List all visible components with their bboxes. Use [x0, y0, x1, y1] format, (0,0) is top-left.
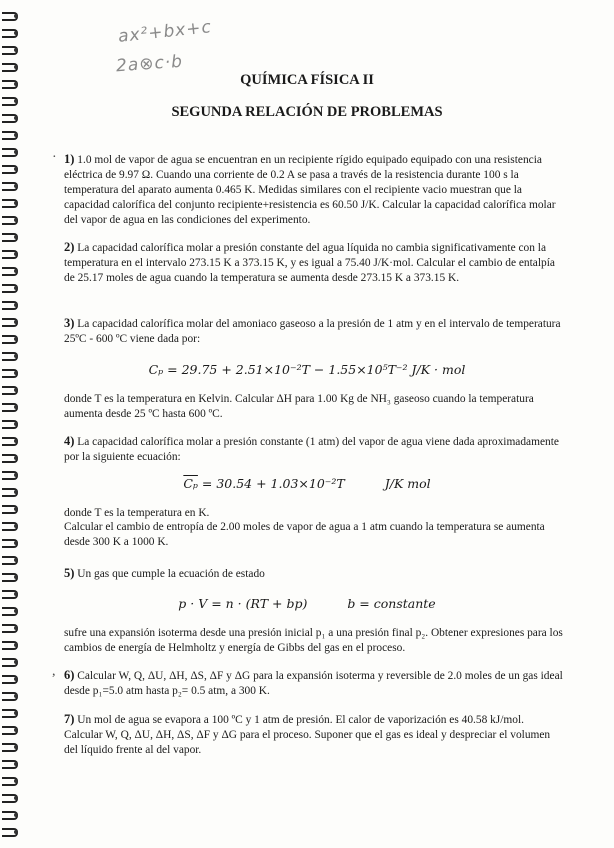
problem-1	[64, 152, 564, 228]
problem-2	[64, 240, 564, 286]
problem-6-text: Calcular W, Q, ΔU, ΔH, ΔS, ΔF y ΔG para la expansión isoterma y reversible de 2.0 moles de un gas ideal desde p₁=5.0 atm hasta p₂= 0.5 atm, a 300 K.	[64, 670, 563, 697]
binding-hole	[14, 218, 18, 222]
binding-hole	[14, 354, 18, 358]
problem-5-equation-main: p · V = n · (RT + bp)	[178, 596, 308, 611]
problem-5-text: Un gas que cumple la ecuación de estado	[77, 568, 265, 580]
binding-hole	[14, 286, 18, 290]
problem-5-equation	[0, 596, 614, 611]
problem-5	[64, 566, 564, 582]
binding-hole	[14, 524, 18, 528]
problem-5-equation-const: b = constante	[347, 596, 436, 611]
binding-hole	[14, 405, 18, 409]
binding-hole	[14, 252, 18, 256]
problem-3	[64, 316, 564, 347]
problem-2-text: La capacidad calorífica molar a presión constante del agua líquida no cambia significativamente con la temperatura en el intervalo 273.15 K a 373.15 K, y es igual a 75.40 J/K·mol. Calcular el cambio de entalpía de 25.17 moles de agua cuando la temperatura se aumenta desde 273.15 K a 373.15 K.	[64, 242, 555, 284]
binding-hole	[14, 796, 18, 800]
binding-hole	[14, 48, 18, 52]
binding-hole	[14, 388, 18, 392]
problem-5-number: 5)	[64, 566, 75, 580]
binding-hole	[14, 184, 18, 188]
binding-hole	[14, 303, 18, 307]
binding-hole	[14, 507, 18, 511]
problem-7-text: Un mol de agua se evapora a 100 ºC y 1 atm de presión. El calor de vaporización es 40.58 kJ/mol. Calcular W, Q, ΔU, ΔH, ΔS, ΔF y ΔG para el proceso. Suponer que el gas es ideal y despreciar el volumen del líquido frente al del vapor.	[64, 714, 551, 756]
binding-hole	[14, 99, 18, 103]
document-subtitle: SEGUNDA RELACIÓN DE PROBLEMAS	[171, 104, 443, 120]
problem-4-text: La capacidad calorífica molar a presión constante (1 atm) del vapor de agua viene dada aproximadamente por la siguiente ecuación:	[64, 436, 559, 463]
problem-2-number: 2)	[64, 240, 75, 254]
handwritten-note-line1: ax²+bx+c	[117, 17, 213, 47]
binding-hole	[14, 694, 18, 698]
binding-hole	[14, 541, 18, 545]
binding-hole	[14, 813, 18, 817]
binding-hole	[14, 65, 18, 69]
problem-6	[64, 668, 564, 699]
problem-3-equation: Cₚ = 29.75 + 2.51×10⁻²T − 1.55×10⁵T⁻² J/K · mol	[148, 362, 466, 377]
binding-hole	[14, 150, 18, 154]
problem-4-after-2: Calcular el cambio de entropía de 2.00 moles de vapor de agua a 1 atm cuando la temperatura se aumenta desde 300 K a 1000 K.	[64, 521, 545, 548]
problem-4-equation	[0, 476, 614, 491]
binding-hole	[14, 728, 18, 732]
problem-5-after: sufre una expansión isoterma desde una presión inicial p₁ a una presión final p₂. Obtener expresiones para los cambios de energía de Helmholtz y energía de Gibbs del gas en el proceso.	[64, 627, 563, 654]
margin-dot: ·	[52, 150, 57, 165]
binding-hole	[14, 677, 18, 681]
spiral-binding	[0, 0, 22, 848]
binding-hole	[14, 133, 18, 137]
problem-3-number: 3)	[64, 316, 75, 330]
binding-hole	[14, 439, 18, 443]
problem-6-number: 6)	[64, 668, 75, 682]
binding-hole	[14, 558, 18, 562]
problem-4	[64, 434, 564, 465]
binding-hole	[14, 745, 18, 749]
binding-hole	[14, 626, 18, 630]
binding-hole	[14, 711, 18, 715]
problem-3-after: donde T es la temperatura en Kelvin. Calcular ΔH para 1.00 Kg de NH₃ gaseoso cuando la temperatura aumenta desde 25 ºC hasta 600 ºC.	[64, 393, 534, 420]
binding-hole	[14, 201, 18, 205]
problem-1-number: 1)	[64, 152, 75, 166]
problem-4-equation-rhs: = 30.54 + 1.03×10⁻²T	[201, 476, 345, 491]
problem-7	[64, 712, 564, 758]
handwritten-note-line2: 2a⊗c·b	[115, 51, 184, 77]
problem-4-equation-lhs: $\overline{C_p}$	[183, 476, 198, 491]
binding-hole	[14, 31, 18, 35]
binding-hole	[14, 456, 18, 460]
problem-3-text: La capacidad calorífica molar del amoniaco gaseoso a la presión de 1 atm y en el intervalo de temperatura 25ºC - 600 ºC viene dada por:	[64, 318, 561, 345]
binding-hole	[14, 575, 18, 579]
binding-hole	[14, 235, 18, 239]
binding-hole	[14, 337, 18, 341]
binding-hole	[14, 660, 18, 664]
faint-bleedthrough	[514, 28, 584, 42]
binding-hole	[14, 320, 18, 324]
binding-hole	[14, 762, 18, 766]
binding-hole	[14, 269, 18, 273]
binding-hole	[14, 14, 18, 18]
problem-4-equation-units: J/K mol	[384, 476, 431, 491]
problem-1-text: 1.0 mol de vapor de agua se encuentran en un recipiente rígido equipado equipado con una resistencia eléctrica de 9.97 Ω. Cuando una corriente de 0.2 A se pasa a través de la resistencia durante 100 s la temperatura del aparato aumenta 0.465 K. Medidas similares con el recipiente vacio muestran que la capacidad calorífica del conjunto recipiente+resistencia es 60.50 J/K. Calcular la capacidad calorífica molar del vapor de agua en las condiciones del experimento.	[64, 154, 556, 226]
binding-hole	[14, 167, 18, 171]
binding-hole	[14, 830, 18, 834]
margin-mark: ,	[52, 664, 56, 679]
document-title: QUÍMICA FÍSICA II	[240, 72, 374, 88]
problem-7-number: 7)	[64, 712, 75, 726]
binding-hole	[14, 422, 18, 426]
problem-4-after-1: donde T es la temperatura en K.	[64, 507, 210, 519]
binding-hole	[14, 779, 18, 783]
problem-4-number: 4)	[64, 434, 75, 448]
binding-hole	[14, 643, 18, 647]
